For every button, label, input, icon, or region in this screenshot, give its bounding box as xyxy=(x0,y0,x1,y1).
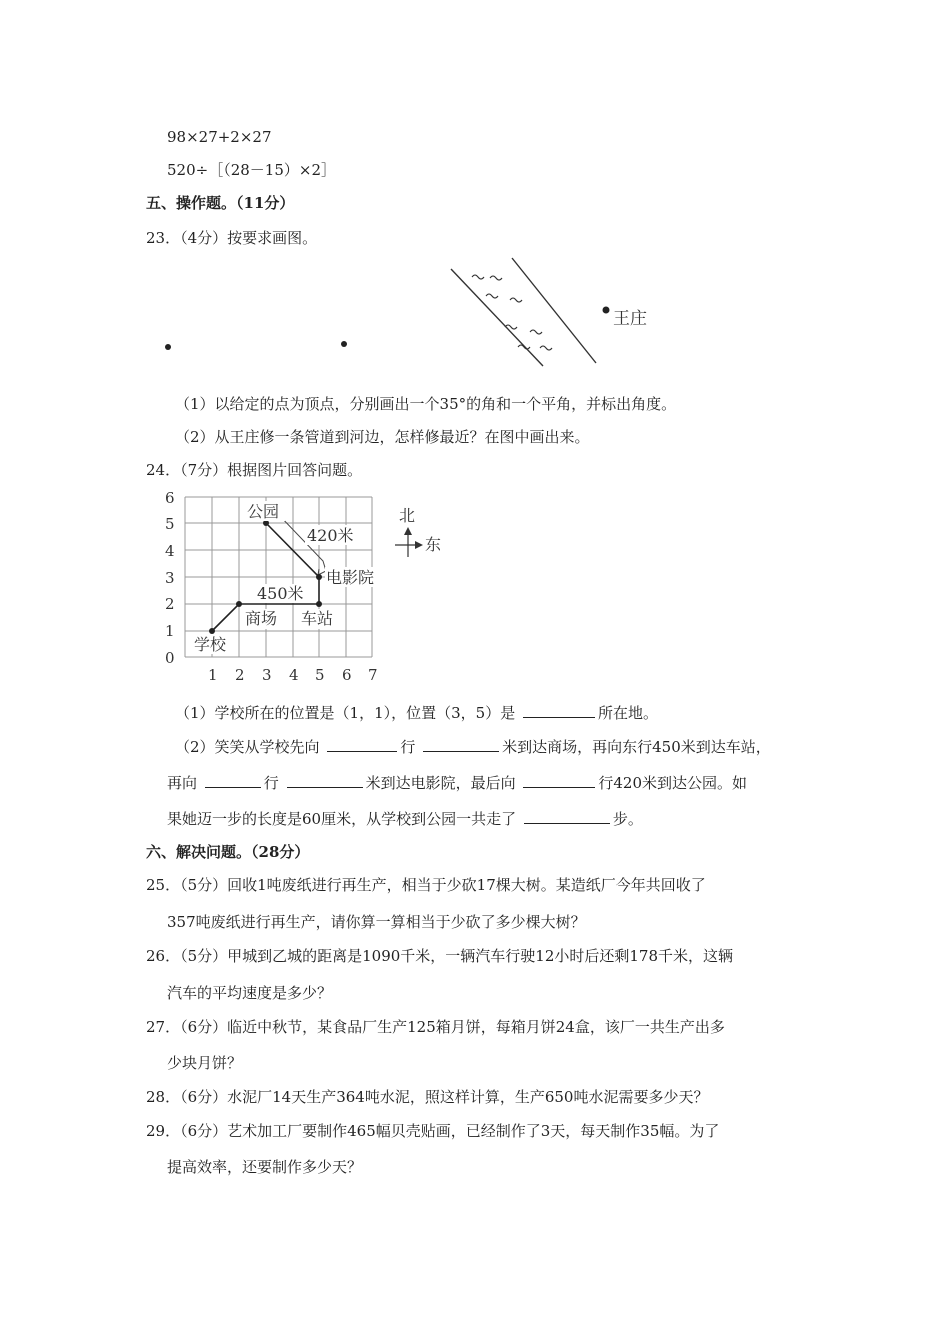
north-arrow-icon xyxy=(404,527,412,535)
mall-point xyxy=(236,601,242,607)
cinema-label: 电影院 xyxy=(326,568,375,587)
x-tick-2: 2 xyxy=(235,666,245,684)
q24-blank-4[interactable] xyxy=(205,772,261,788)
x-tick-5: 5 xyxy=(315,666,325,684)
park-label: 公园 xyxy=(247,502,280,521)
question-25-line2: 357吨废纸进行再生产，请你算一算相当于少砍了多少棵大树？ xyxy=(167,913,586,931)
y-tick-3: 3 xyxy=(165,569,175,587)
q24-sub2-text-c: 米到达商场，再向东行450米到达车站， xyxy=(502,738,771,756)
x-tick-1: 1 xyxy=(208,666,218,684)
expression-2: 520÷［（28－15）×2］ xyxy=(167,161,336,179)
q24-sub2-text-h: 果她迈一步的长度是60厘米，从学校到公园一共走了 xyxy=(167,810,517,828)
compass xyxy=(395,527,423,557)
school-point xyxy=(209,628,215,634)
question-23-sub1: （1）以给定的点为顶点，分别画出一个35°的角和一个平角，并标出角度。 xyxy=(175,395,677,413)
q24-sub2-text-f: 米到达电影院，最后向 xyxy=(365,774,516,792)
expression-1: 98×27+2×27 xyxy=(167,128,272,146)
x-tick-4: 4 xyxy=(289,666,299,684)
vertex-point-left xyxy=(165,344,171,350)
distance-420-label: 420米 xyxy=(307,526,354,545)
x-tick-6: 6 xyxy=(342,666,352,684)
question-26-line2: 汽车的平均速度是多少？ xyxy=(167,984,333,1002)
question-26-line1: 26．（5分）甲城到乙城的距离是1090千米，一辆汽车行驶12小时后还剩178千米，这辆 xyxy=(146,947,734,965)
question-23-sub2: （2）从王庄修一条管道到河边，怎样修最近？在图中画出来。 xyxy=(175,428,590,446)
east-arrow-icon xyxy=(415,541,423,549)
q24-sub2-text-e: 行 xyxy=(263,774,279,792)
wangzhuang-point xyxy=(603,307,610,314)
x-tick-3: 3 xyxy=(262,666,272,684)
station-label: 车站 xyxy=(301,609,334,628)
question-23-stem: 23．（4分）按要求画图。 xyxy=(146,229,318,247)
y-tick-4: 4 xyxy=(165,542,175,560)
q24-sub2-text-g: 行420米到达公园。如 xyxy=(598,774,748,792)
question-24-stem: 24．（7分）根据图片回答问题。 xyxy=(146,461,363,479)
question-27-line2: 少块月饼？ xyxy=(167,1054,243,1072)
question-28-line1: 28．（6分）水泥厂14天生产364吨水泥，照这样计算，生产650吨水泥需要多少天？ xyxy=(146,1088,709,1106)
question-24-sub2-line1 xyxy=(175,736,771,757)
q24-blank-5[interactable] xyxy=(287,772,363,788)
y-tick-1: 1 xyxy=(165,622,175,640)
question-24-sub2-line3 xyxy=(167,808,643,829)
q24-blank-7[interactable] xyxy=(524,808,610,824)
question-25-line1: 25．（5分）回收1吨废纸进行再生产，相当于少砍17棵大树。某造纸厂今年共回收了 xyxy=(146,876,706,894)
y-tick-5: 5 xyxy=(165,515,175,533)
question-24-sub1 xyxy=(175,702,658,723)
q23-figure xyxy=(150,250,670,370)
q24-blank-2[interactable] xyxy=(327,736,397,752)
question-24-sub2-line2 xyxy=(167,772,747,793)
q24-blank-3[interactable] xyxy=(423,736,499,752)
q24-sub1-text-b: 所在地。 xyxy=(598,704,659,722)
q24-grid-figure xyxy=(155,485,455,685)
section-6-title: 六、解决问题。（28分） xyxy=(146,843,310,861)
y-tick-6: 6 xyxy=(165,489,175,507)
question-29-line1: 29．（6分）艺术加工厂要制作465幅贝壳贴画，已经制作了3天，每天制作35幅。为了 xyxy=(146,1122,720,1140)
school-label: 学校 xyxy=(194,635,227,654)
station-point xyxy=(316,601,322,607)
compass-east-label: 东 xyxy=(425,535,442,554)
river-bank-left xyxy=(451,269,543,366)
river-waves xyxy=(472,275,552,350)
q24-sub2-text-d: 再向 xyxy=(167,774,198,792)
cinema-point xyxy=(316,574,322,580)
q24-sub2-text-a: （2）笑笑从学校先向 xyxy=(175,738,320,756)
x-tick-7: 7 xyxy=(368,666,378,684)
section-5-title: 五、操作题。（11分） xyxy=(146,194,295,212)
y-tick-2: 2 xyxy=(165,595,175,613)
distance-450-label: 450米 xyxy=(257,584,304,603)
question-29-line2: 提高效率，还要制作多少天？ xyxy=(167,1158,363,1176)
y-tick-0: 0 xyxy=(165,649,175,667)
q24-sub2-text-b: 行 xyxy=(400,738,416,756)
vertex-point-middle xyxy=(341,341,347,347)
question-27-line1: 27．（6分）临近中秋节，某食品厂生产125箱月饼，每箱月饼24盒，该厂一共生产出多 xyxy=(146,1018,725,1036)
mall-label: 商场 xyxy=(245,609,278,628)
compass-north-label: 北 xyxy=(399,506,416,525)
q24-sub1-text-a: （1）学校所在的位置是（1，1），位置（3，5）是 xyxy=(175,704,516,722)
q24-blank-6[interactable] xyxy=(523,772,595,788)
q24-sub2-text-i: 步。 xyxy=(612,810,643,828)
wangzhuang-label: 王庄 xyxy=(613,309,647,329)
q24-blank-1[interactable] xyxy=(523,702,595,718)
